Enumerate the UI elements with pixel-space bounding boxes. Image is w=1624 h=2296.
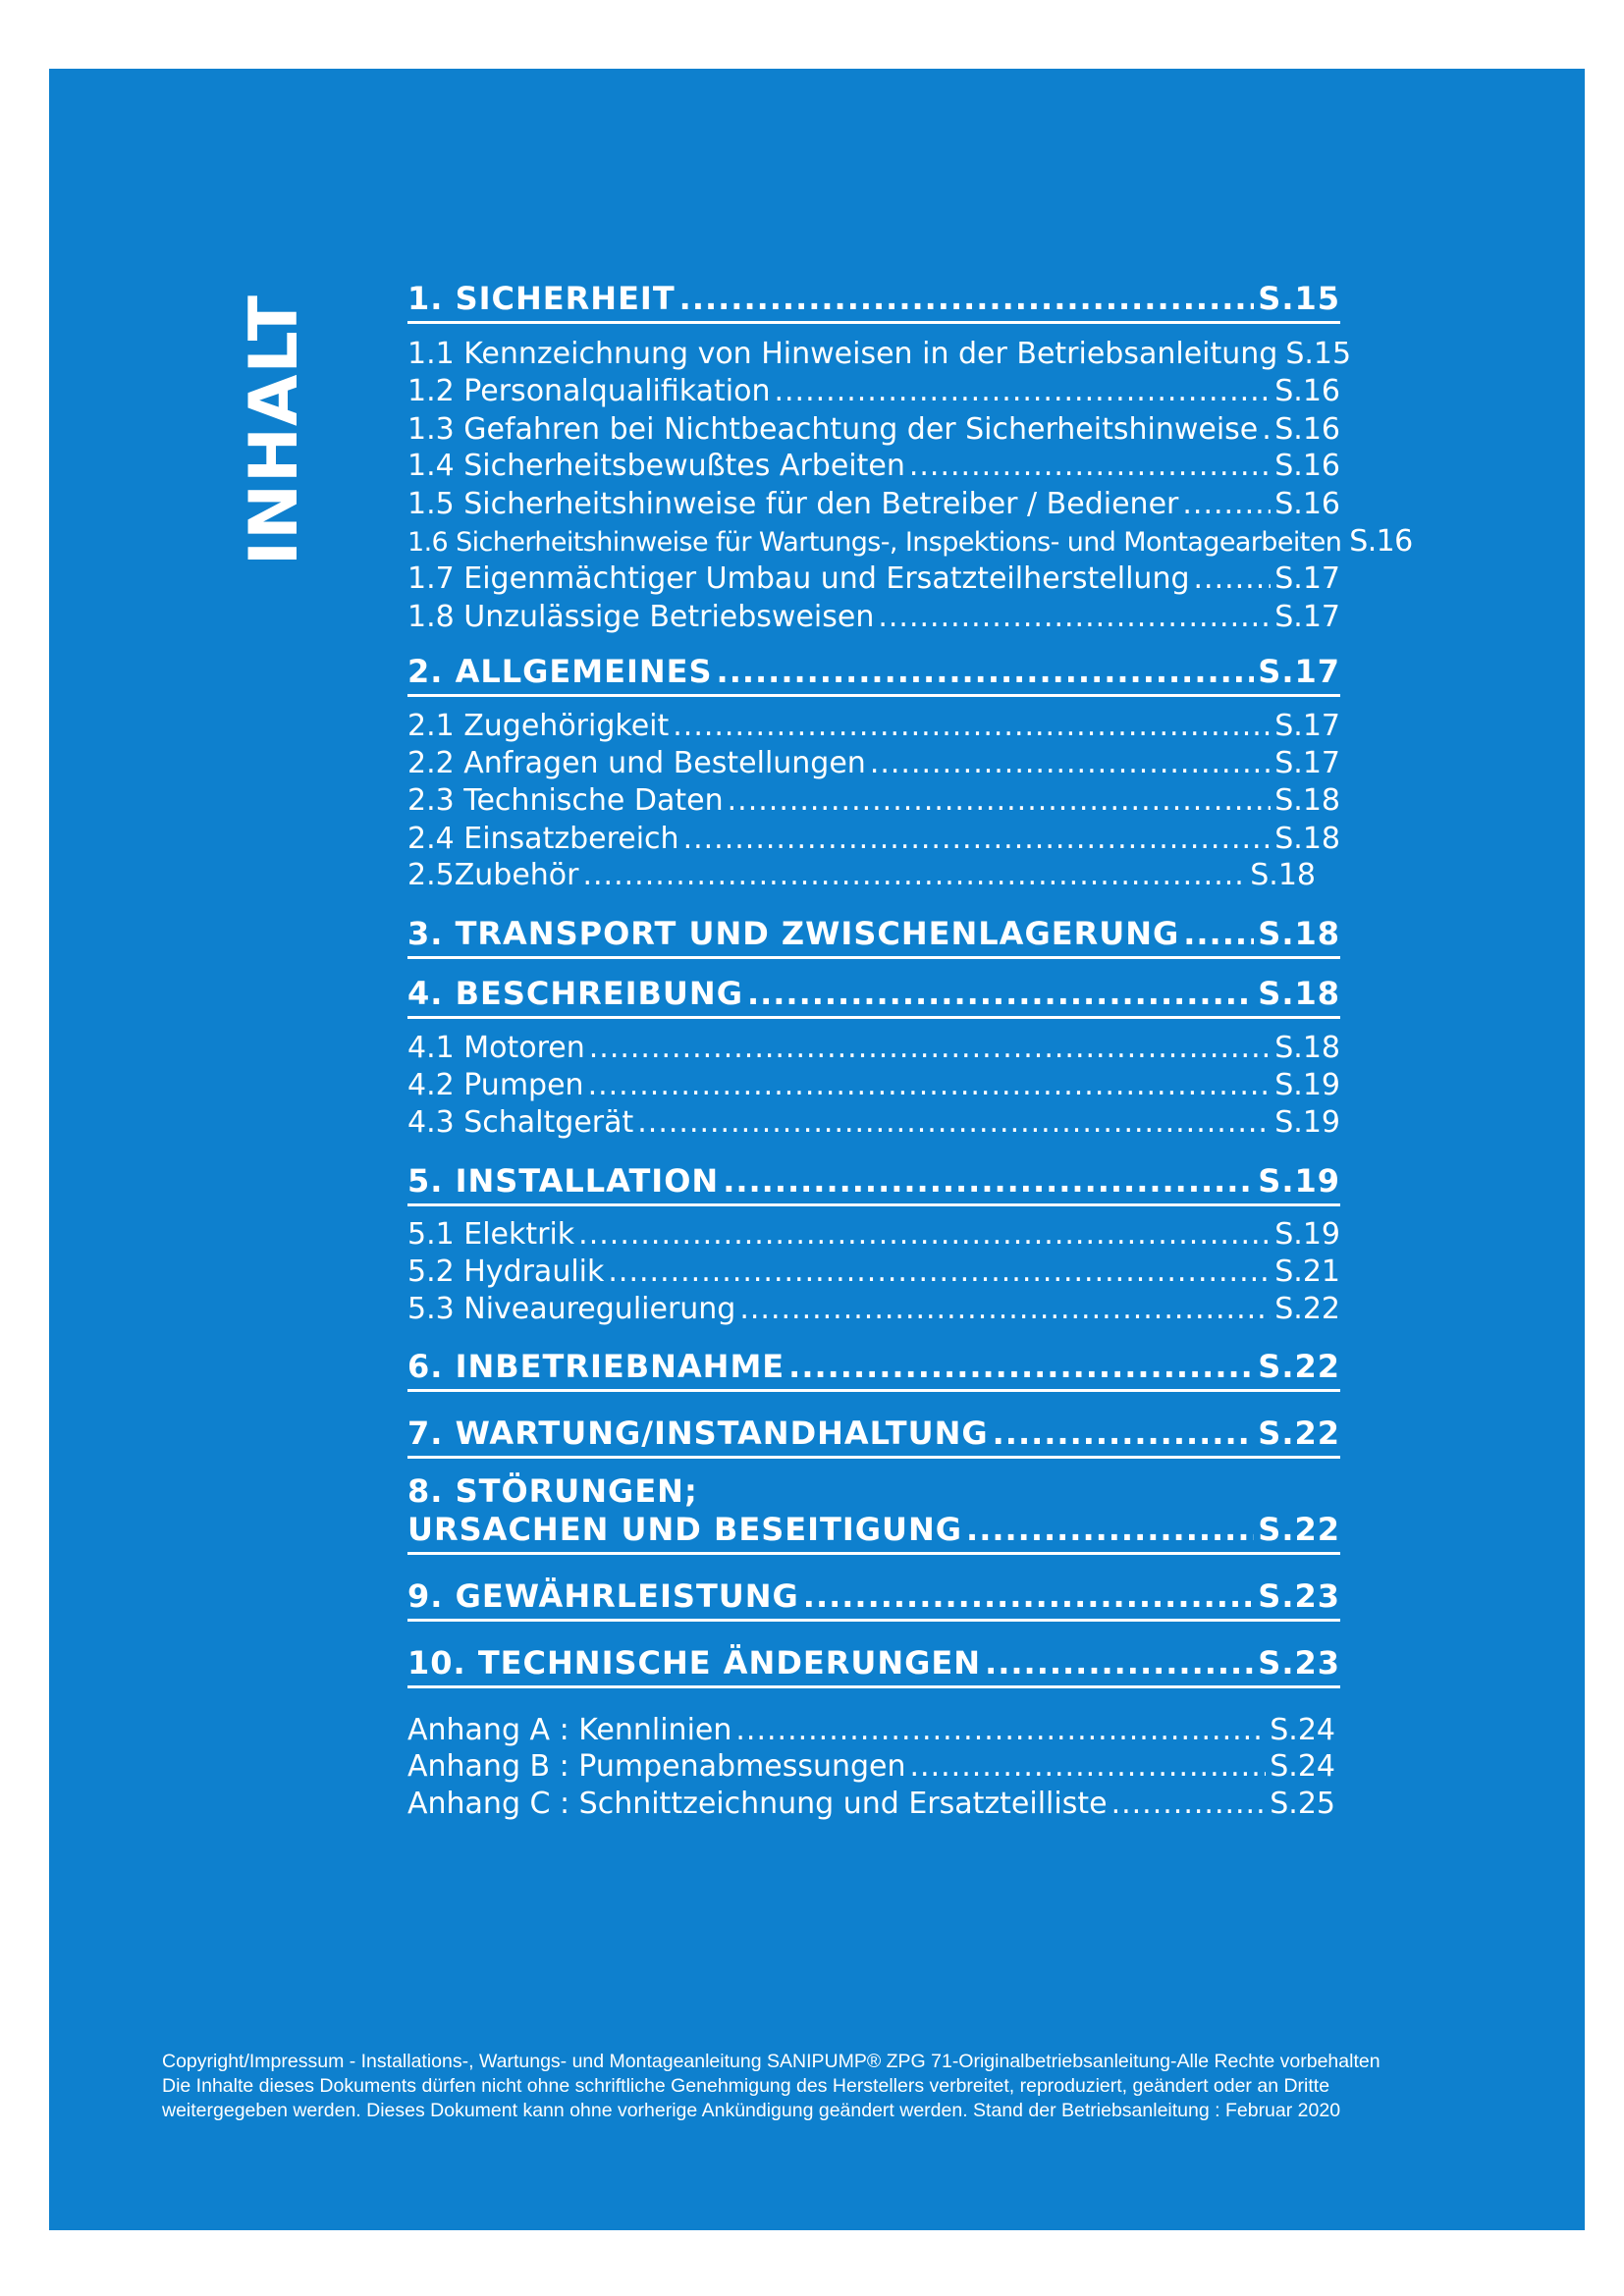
dot-leader — [966, 1511, 1254, 1548]
toc-entry-1-3[interactable] — [407, 412, 1340, 447]
toc-section-7[interactable] — [407, 1415, 1340, 1459]
toc-section-8-line1: 8. STÖRUNGEN; — [407, 1472, 698, 1510]
toc-section-label: URSACHEN UND BESEITIGUNG — [407, 1511, 963, 1548]
toc-section-2[interactable] — [407, 653, 1340, 697]
toc-section-9[interactable] — [407, 1577, 1340, 1622]
toc-page-number: S.17 — [1274, 709, 1340, 743]
toc-page-number: S.19 — [1274, 1217, 1340, 1252]
toc-section-label: 1. SICHERHEIT — [407, 280, 676, 317]
toc-page-number: S.23 — [1258, 1644, 1340, 1682]
toc-entry-2-3[interactable] — [407, 783, 1340, 818]
dot-leader — [683, 822, 1272, 856]
toc-page-number: S.15 — [1285, 337, 1352, 371]
toc-section-4[interactable] — [407, 975, 1340, 1019]
toc-entry-label: 1.2 Personalqualifikation — [407, 374, 771, 408]
toc-entry-4-2[interactable] — [407, 1068, 1340, 1102]
dot-leader — [909, 449, 1271, 483]
toc-page-number: S.22 — [1258, 1415, 1340, 1452]
toc-entry-5-2[interactable] — [407, 1255, 1340, 1289]
dot-leader — [993, 1415, 1255, 1452]
toc-entry-label: 5.1 Elektrik — [407, 1217, 575, 1252]
copyright-line-1: Copyright/Impressum - Installations-, Wartungs- und Montageanleitung SANIPUMP® ZPG 71-Originalbetriebsanleitung-Alle Rechte vorbehalten — [162, 2051, 1380, 2072]
toc-page-number: S.17 — [1274, 600, 1340, 634]
toc-page-number: S.19 — [1274, 1105, 1340, 1140]
toc-page-number: S.16 — [1274, 374, 1340, 408]
toc-page-number: S.18 — [1258, 915, 1340, 952]
toc-entry-1-8[interactable] — [407, 600, 1340, 634]
toc-entry-label: 5.2 Hydraulik — [407, 1255, 605, 1289]
toc-page-number: S.17 — [1274, 746, 1340, 780]
toc-section-label: 7. WARTUNG/INSTANDHALTUNG — [407, 1415, 989, 1452]
copyright-notice — [162, 2050, 1438, 2123]
dot-leader — [723, 1162, 1254, 1200]
toc-entry-label: 4.1 Motoren — [407, 1031, 585, 1065]
toc-page-number: S.16 — [1274, 412, 1340, 447]
toc-section-6[interactable] — [407, 1348, 1340, 1392]
toc-entry-label: 4.2 Pumpen — [407, 1068, 584, 1102]
dot-leader — [878, 600, 1271, 634]
dot-leader — [1183, 915, 1254, 952]
toc-entry-label: 2.5Zubehör — [407, 858, 579, 892]
toc-entry-5-3[interactable] — [407, 1292, 1340, 1326]
toc-page-number: S.18 — [1250, 858, 1316, 892]
dot-leader — [582, 858, 1246, 892]
toc-entry-1-7[interactable] — [407, 561, 1340, 596]
side-title: INHALT — [236, 294, 313, 566]
dot-leader — [1194, 561, 1272, 596]
toc-page-number: S.18 — [1258, 975, 1340, 1012]
dot-leader — [1262, 412, 1271, 447]
toc-page-number: S.25 — [1270, 1787, 1335, 1821]
toc-entry-label: 1.7 Eigenmächtiger Umbau und Ersatzteilherstellung — [407, 561, 1190, 596]
toc-page-number: S.16 — [1274, 449, 1340, 483]
toc-section-5[interactable] — [407, 1162, 1340, 1206]
dot-leader — [589, 1031, 1271, 1065]
dot-leader — [673, 709, 1271, 743]
toc-page-number: S.24 — [1270, 1713, 1335, 1747]
toc-entry-2-2[interactable] — [407, 746, 1340, 780]
toc-section-8[interactable] — [407, 1511, 1340, 1555]
dot-leader — [588, 1068, 1272, 1102]
toc-entry-label: 1.6 Sicherheitshinweise für Wartungs-, Inspektions- und Montagearbeiten — [407, 527, 1342, 558]
copyright-line-2: Die Inhalte dieses Dokuments dürfen nicht ohne schriftliche Genehmigung des Herstellers verbreitet, reproduziert, geändert oder an Dritte — [162, 2075, 1330, 2097]
toc-section-label: 9. GEWÄHRLEISTUNG — [407, 1577, 799, 1615]
toc-entry-1-1[interactable] — [407, 337, 1352, 371]
toc-entry-1-4[interactable] — [407, 449, 1340, 483]
toc-page-number: S.16 — [1349, 524, 1413, 559]
toc-entry-label: 1.8 Unzulässige Betriebsweisen — [407, 600, 875, 634]
dot-leader — [578, 1217, 1271, 1252]
toc-entry-2-1[interactable] — [407, 709, 1340, 743]
toc-entry-label: 4.3 Schaltgerät — [407, 1105, 634, 1140]
dot-leader — [910, 1749, 1267, 1784]
dot-leader — [747, 975, 1254, 1012]
toc-section-label: 2. ALLGEMEINES — [407, 653, 713, 690]
toc-entry-label: 5.3 Niveauregulierung — [407, 1292, 736, 1326]
toc-entry-4-1[interactable] — [407, 1031, 1340, 1065]
dot-leader — [985, 1644, 1254, 1682]
dot-leader — [679, 280, 1255, 317]
dot-leader — [803, 1577, 1254, 1615]
dot-leader — [870, 746, 1271, 780]
toc-entry-label: 2.2 Anfragen und Bestellungen — [407, 746, 866, 780]
toc-page-number: S.18 — [1274, 783, 1340, 818]
toc-annex-a[interactable] — [407, 1713, 1335, 1747]
toc-page-number: S.24 — [1270, 1749, 1335, 1784]
dot-leader — [788, 1348, 1254, 1385]
toc-page-number: S.18 — [1274, 1031, 1340, 1065]
toc-entry-2-5[interactable] — [407, 858, 1316, 892]
toc-entry-5-1[interactable] — [407, 1217, 1340, 1252]
toc-page-number: S.18 — [1274, 822, 1340, 856]
toc-section-label: 5. INSTALLATION — [407, 1162, 720, 1200]
toc-section-10[interactable] — [407, 1644, 1340, 1688]
dot-leader — [1111, 1787, 1267, 1821]
toc-annex-b[interactable] — [407, 1749, 1335, 1784]
toc-entry-label: 2.1 Zugehörigkeit — [407, 709, 670, 743]
dot-leader — [1182, 487, 1271, 521]
toc-page-number: S.22 — [1274, 1292, 1340, 1326]
toc-page-number: S.19 — [1258, 1162, 1340, 1200]
dot-leader — [774, 374, 1271, 408]
toc-page-number: S.16 — [1274, 487, 1340, 521]
toc-entry-1-5[interactable] — [407, 487, 1340, 521]
toc-entry-label: Anhang A : Kennlinien — [407, 1713, 732, 1747]
dot-leader — [739, 1292, 1271, 1326]
toc-page-number: S.23 — [1258, 1577, 1340, 1615]
toc-entry-4-3[interactable] — [407, 1105, 1340, 1140]
copyright-line-3: weitergegeben werden. Dieses Dokument kann ohne vorherige Ankündigung geändert werden. Stand der Betriebsanleitung : Februar 2020 — [162, 2100, 1341, 2121]
toc-page-number: S.15 — [1258, 280, 1340, 317]
toc-page-number: S.17 — [1258, 653, 1340, 690]
toc-entry-label: 1.1 Kennzeichnung von Hinweisen in der Betriebsanleitung — [407, 337, 1278, 371]
toc-page-number: S.22 — [1258, 1348, 1340, 1385]
toc-entry-2-4[interactable] — [407, 822, 1340, 856]
dot-leader — [637, 1105, 1271, 1140]
toc-section-label: 3. TRANSPORT UND ZWISCHENLAGERUNG — [407, 915, 1180, 952]
toc-section-label: 10. TECHNISCHE ÄNDERUNGEN — [407, 1644, 982, 1682]
toc-annex-c[interactable] — [407, 1787, 1335, 1821]
toc-entry-label: Anhang C : Schnittzeichnung und Ersatzteilliste — [407, 1787, 1108, 1821]
toc-section-label: 6. INBETRIEBNAHME — [407, 1348, 785, 1385]
toc-section-label: 4. BESCHREIBUNG — [407, 975, 743, 1012]
toc-page-number: S.19 — [1274, 1068, 1340, 1102]
toc-section-1[interactable] — [407, 280, 1340, 324]
toc-entry-label: 1.3 Gefahren bei Nichtbeachtung der Sicherheitshinweise — [407, 412, 1259, 447]
toc-page-number: S.21 — [1274, 1255, 1340, 1289]
toc-entry-1-6[interactable] — [407, 524, 1413, 559]
toc-entry-label: Anhang B : Pumpenabmessungen — [407, 1749, 906, 1784]
toc-page-number: S.17 — [1274, 561, 1340, 596]
toc-entry-label: 1.5 Sicherheitshinweise für den Betreiber / Bediener — [407, 487, 1179, 521]
dot-leader — [717, 653, 1255, 690]
toc-entry-1-2[interactable] — [407, 374, 1340, 408]
dot-leader — [728, 783, 1272, 818]
toc-page-number: S.22 — [1258, 1511, 1340, 1548]
toc-entry-label: 1.4 Sicherheitsbewußtes Arbeiten — [407, 449, 905, 483]
toc-entry-label: 2.4 Einsatzbereich — [407, 822, 679, 856]
toc-section-3[interactable] — [407, 915, 1340, 959]
dot-leader — [735, 1713, 1266, 1747]
toc-entry-label: 2.3 Technische Daten — [407, 783, 724, 818]
dot-leader — [608, 1255, 1271, 1289]
